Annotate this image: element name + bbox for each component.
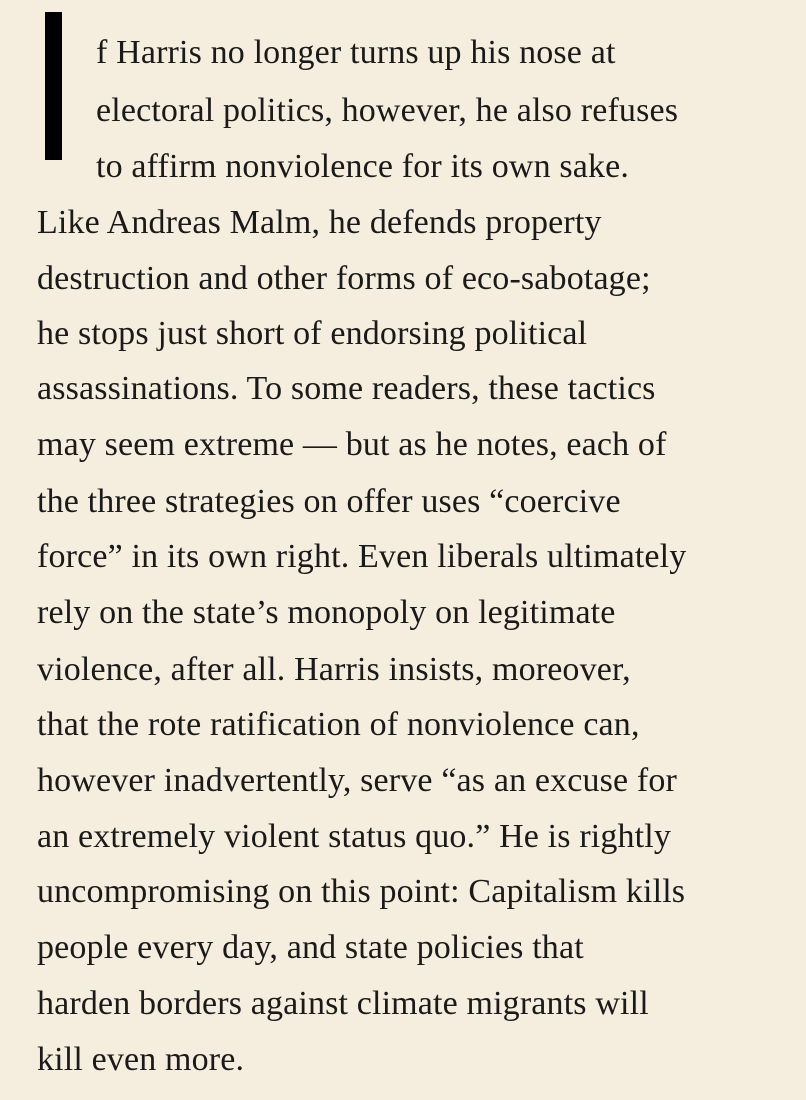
paragraph-line: f Harris no longer turns up his nose at xyxy=(96,34,616,71)
paragraph-line: the three strategies on offer uses “coercive xyxy=(37,483,621,520)
paragraph-line: an extremely violent status quo.” He is rightly xyxy=(37,818,672,855)
paragraph-line: violence, after all. Harris insists, moreover, xyxy=(37,651,631,688)
drop-cap-letter xyxy=(45,12,62,160)
paragraph-line: uncompromising on this point: Capitalism kills xyxy=(37,873,686,910)
paragraph-line: to affirm nonviolence for its own sake. xyxy=(96,148,630,185)
paragraph-line: Like Andreas Malm, he defends property xyxy=(37,204,602,241)
paragraph-line: people every day, and state policies that xyxy=(37,929,584,966)
paragraph-line: kill even more. xyxy=(37,1041,245,1078)
paragraph-line: that the rote ratification of nonviolence can, xyxy=(37,706,640,743)
paragraph-line: assassinations. To some readers, these tactics xyxy=(37,370,656,407)
paragraph-line: force” in its own right. Even liberals ultimately xyxy=(37,538,687,575)
paragraph-line: however inadvertently, serve “as an excuse for xyxy=(37,762,678,799)
paragraph-line: electoral politics, however, he also refuses xyxy=(96,92,679,129)
paragraph-line: he stops just short of endorsing political xyxy=(37,315,588,352)
paragraph-line: destruction and other forms of eco-sabotage; xyxy=(37,260,651,297)
paragraph-line: rely on the state’s monopoly on legitimate xyxy=(37,594,616,631)
paragraph-line: harden borders against climate migrants will xyxy=(37,985,649,1022)
paragraph-line: may seem extreme — but as he notes, each of xyxy=(37,426,667,463)
